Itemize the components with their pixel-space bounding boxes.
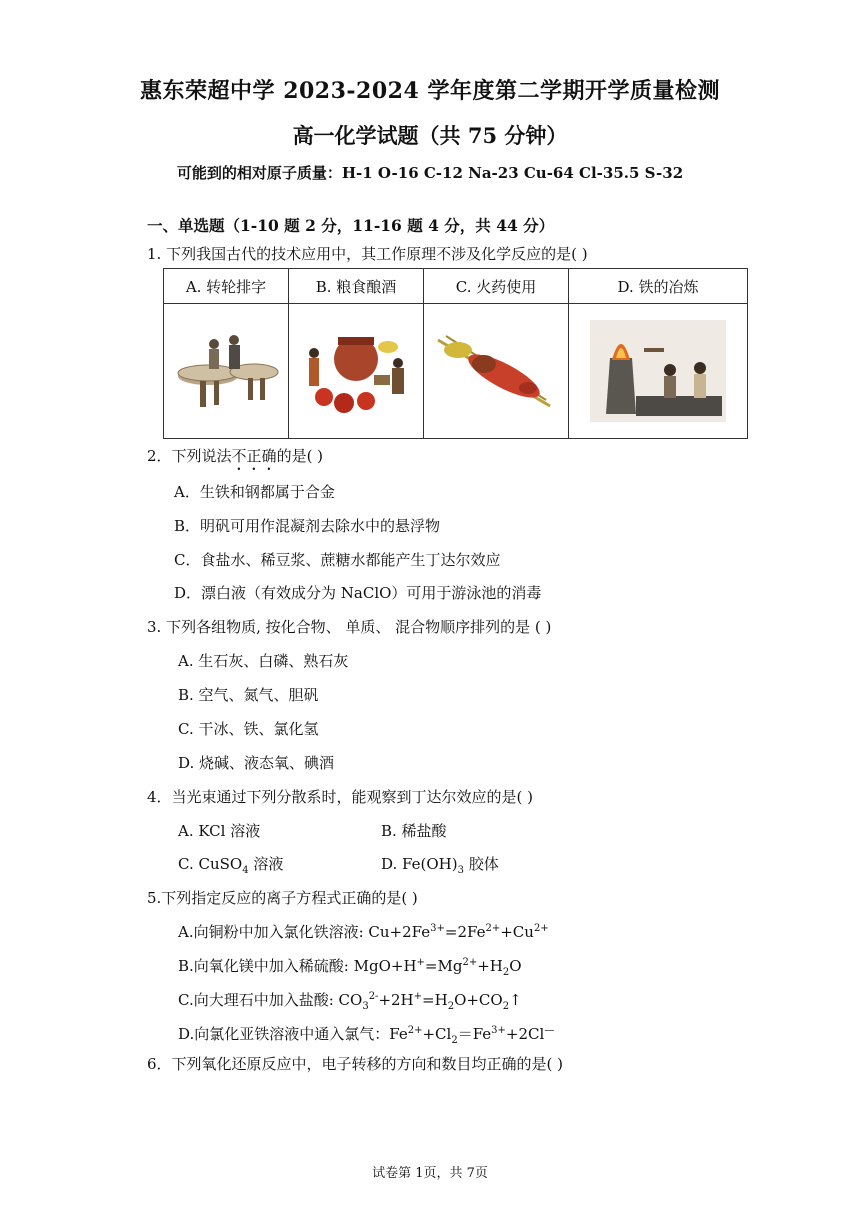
question-2-option-c: C．食盐水、稀豆浆、蔗糖水都能产生丁达尔效应 xyxy=(174,551,501,569)
exam-subtitle: 高一化学试题（共 75 分钟） xyxy=(292,123,568,148)
question-6-stem: 6．下列氧化还原反应中，电子转移的方向和数目均正确的是( ) xyxy=(147,1055,564,1073)
question-4-option-c: C. CuSO$_4$ 溶液 xyxy=(178,855,284,876)
option-b-label: B. 粮食酿酒 xyxy=(289,269,424,304)
question-2-stem xyxy=(147,445,323,474)
page-footer: 试卷第 1页，共 7页 xyxy=(372,1166,488,1181)
question-2-option-a: A．生铁和钢都属于合金 xyxy=(174,483,335,501)
option-d-label: D. 铁的冶炼 xyxy=(569,269,748,304)
question-3-option-b: B. 空气、氮气、胆矾 xyxy=(178,686,319,704)
question-4-option-a: A. KCl 溶液 xyxy=(178,822,261,840)
question-1-stem: 1. 下列我国古代的技术应用中，其工作原理不涉及化学反应的是( ) xyxy=(147,245,588,263)
option-c-label: C. 火药使用 xyxy=(424,269,569,304)
gunpowder-image xyxy=(424,304,569,439)
atomic-masses: 可能到的相对原子质量：H-1 O-16 C-12 Na-23 Cu-64 Cl-35.5 S-32 xyxy=(176,164,684,182)
question-2-emphasis: 不正确 xyxy=(231,447,277,465)
question-3-option-d: D. 烧碱、液态氧、碘酒 xyxy=(178,754,335,772)
question-2-stem-start: 2．下列说法 xyxy=(147,447,232,465)
question-3-option-c: C. 干冰、铁、氯化氢 xyxy=(178,720,319,738)
question-2-stem-end: 的是( ) xyxy=(276,447,324,465)
question-1-table xyxy=(163,268,748,439)
type-wheel-image xyxy=(164,304,289,439)
question-3-option-a: A. 生石灰、白磷、熟石灰 xyxy=(178,652,349,670)
question-3-stem: 3. 下列各组物质, 按化合物、 单质、 混合物顺序排列的是 ( ) xyxy=(147,618,552,636)
question-2-option-d: D．漂白液（有效成分为 NaClO）可用于游泳池的消毒 xyxy=(174,584,542,602)
question-4-stem: 4．当光束通过下列分散系时，能观察到丁达尔效应的是( ) xyxy=(147,788,534,806)
question-4-option-d: D. $Fe(OH)_3$ 胶体 xyxy=(381,855,499,876)
question-4-option-b: B. 稀盐酸 xyxy=(381,822,447,840)
question-2-option-b: B．明矾可用作混凝剂去除水中的悬浮物 xyxy=(174,517,441,535)
option-a-label: A. 转轮排字 xyxy=(164,269,289,304)
question-5-stem: 5.下列指定反应的离子方程式正确的是( ) xyxy=(147,889,418,907)
question-5-option-b: B.向氧化镁中加入稀硫酸: $MgO+H^+=Mg^{2+}+H_2O$ xyxy=(178,957,522,978)
exam-title: 惠东荣超中学 2023-2024 学年度第二学期开学质量检测 xyxy=(140,78,720,104)
wine-brewing-image xyxy=(289,304,424,439)
question-5-option-d: D.向氯化亚铁溶液中通入氯气：$Fe^{2+}+Cl_2=Fe^{3+}+2Cl^—$ xyxy=(178,1025,555,1046)
question-5-option-c: C.向大理石中加入盐酸: $CO_3^{2-}+2H^+=H_2O+CO_2↑$ xyxy=(178,991,522,1012)
question-5-option-a: A.向铜粉中加入氯化铁溶液: $Cu+2Fe^{3+}=2Fe^{2+}+Cu^{2+}$ xyxy=(178,923,549,941)
section-heading: 一、单选题（1-10 题 2 分，11-16 题 4 分，共 44 分） xyxy=(147,216,555,235)
iron-smelting-image xyxy=(569,304,748,439)
